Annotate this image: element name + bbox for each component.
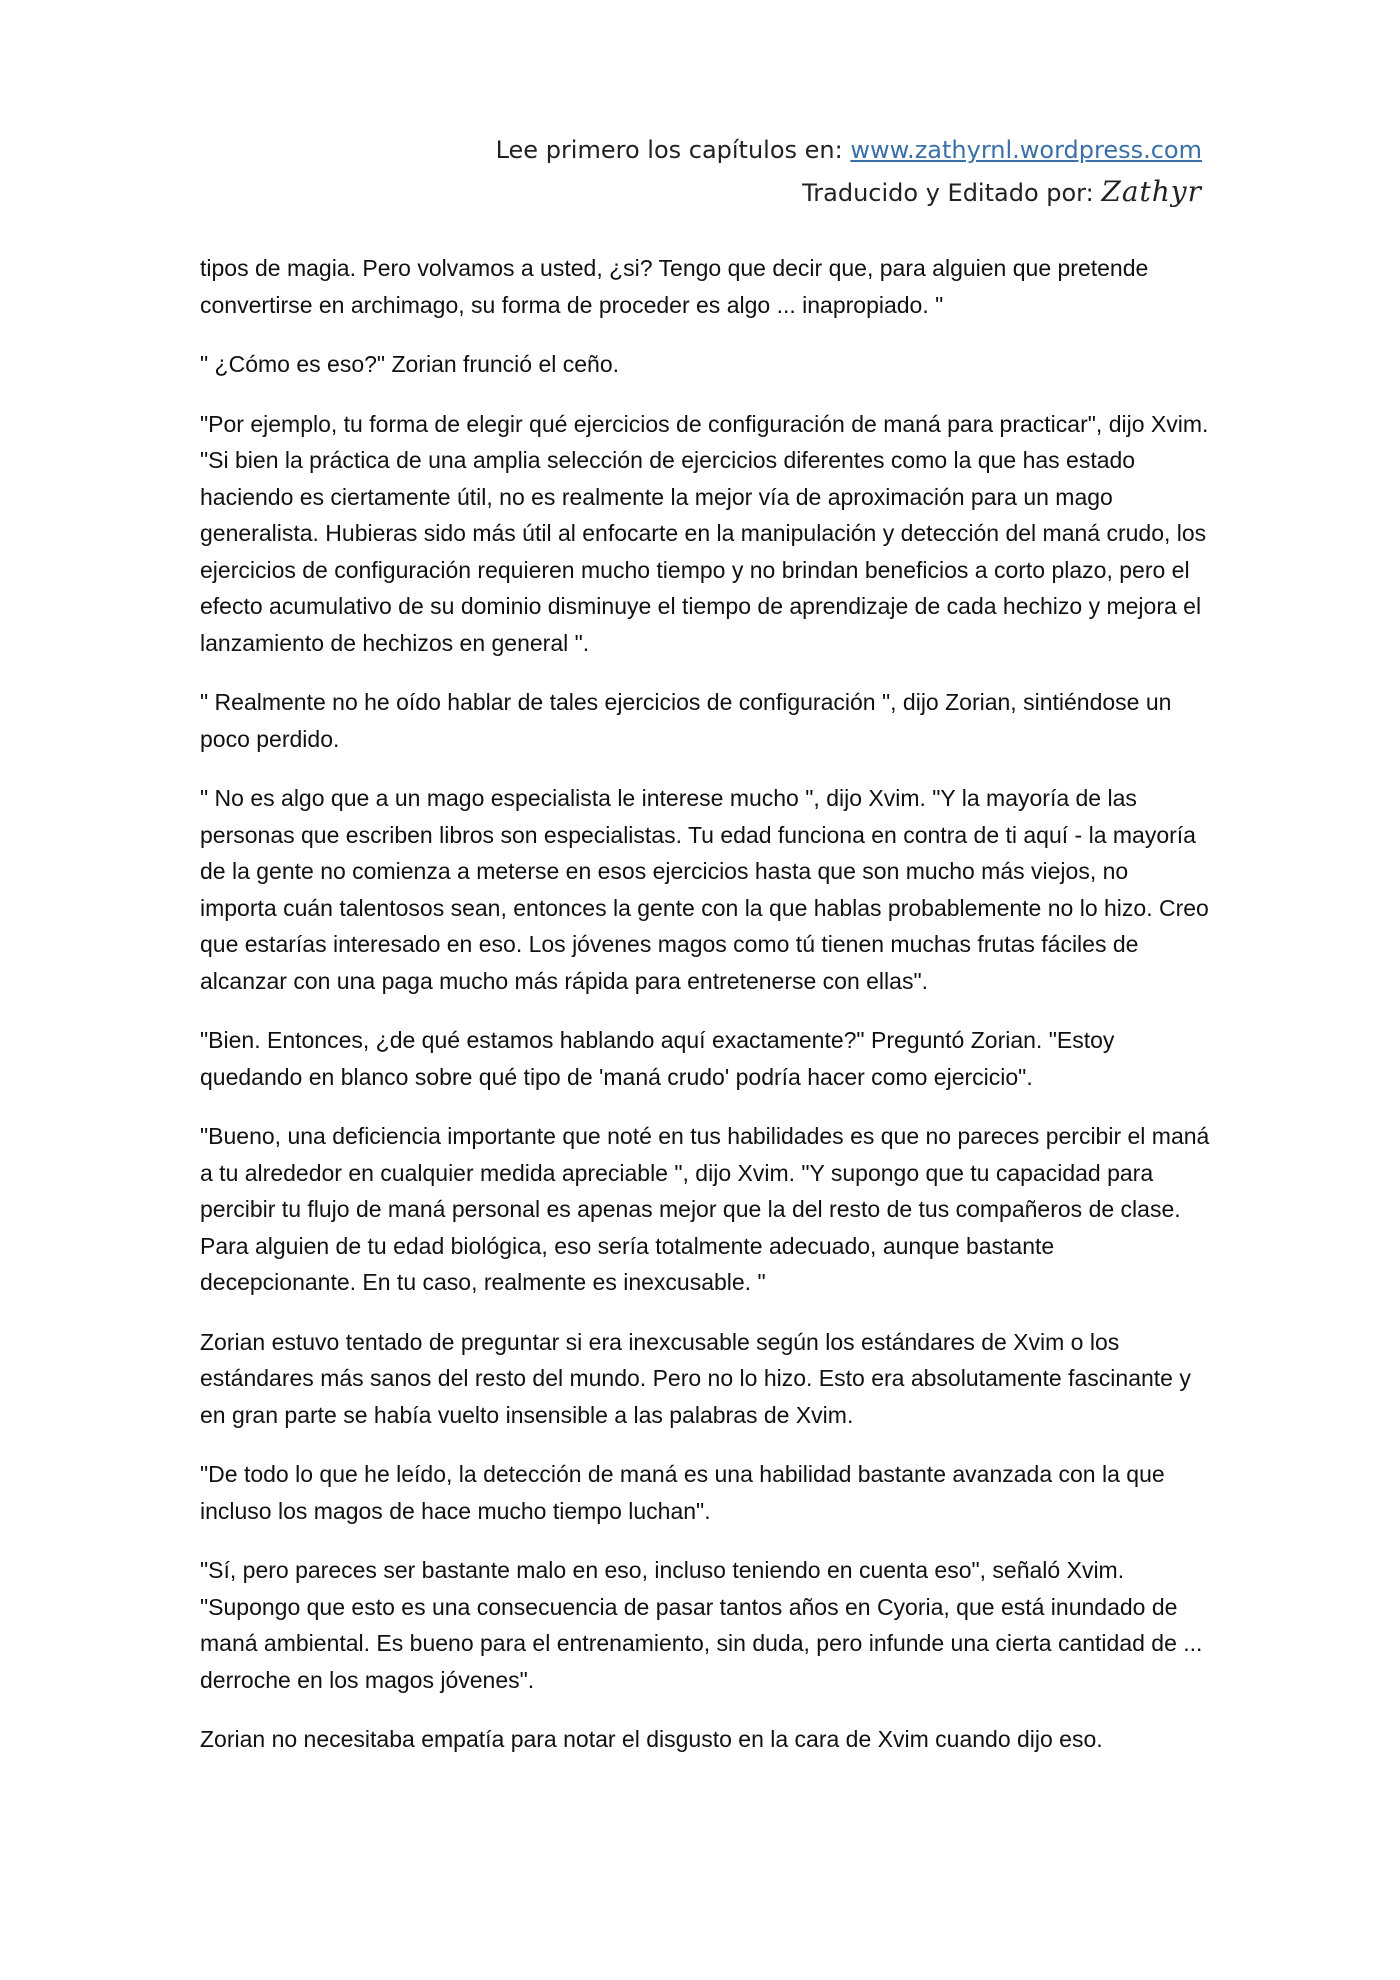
paragraph: " Realmente no he oído hablar de tales ejercicios de configuración ", dijo Zorian, sintiéndose un poco perdido. [200,689,1172,752]
paragraph: "Sí, pero pareces ser bastante malo en eso, incluso teniendo en cuenta eso", señaló Xvim. "Supongo que esto es una consecuencia de pasar tantos años en Cyoria, que está inundado de maná ambiental. Es bueno para el entrenamiento, sin duda, pero infunde una cierta cantidad de ... derroche en los magos jóvenes". [200,1557,1203,1693]
paragraph: tipos de magia. Pero volvamos a usted, ¿si? Tengo que decir que, para alguien que pretende convertirse en archimago, su forma de proceder es algo ... inapropiado. " [200,255,1149,318]
paragraph: Zorian estuvo tentado de preguntar si era inexcusable según los estándares de Xvim o los estándares más sanos del resto del mundo. Pero no lo hizo. Esto era absolutamente fascinante y en gran parte se había vuelto insensible a las palabras de Xvim. [200,1328,1191,1428]
paragraph: "De todo lo que he leído, la detección de maná es una habilidad bastante avanzada con la que incluso los magos de hace mucho tiempo luchan". [200,1461,1165,1524]
paragraph: " ¿Cómo es eso?" Zorian frunció el ceño. [200,351,620,377]
translated-label: Traducido y Editado por: [802,179,1094,207]
paragraph: "Bueno, una deficiencia importante que noté en tus habilidades es que no pareces percibir el maná a tu alrededor en cualquier medida apreciable ", dijo Xvim. "Y supongo que tu capacidad para percibir tu flujo de maná personal es apenas mejor que la del resto de tus compañeros de clase. Para alguien de tu edad biológica, eso sería totalmente adecuado, aunque bastante decepcionante. En tu caso, realmente es inexcusable. " [200,1123,1210,1295]
paragraph: "Por ejemplo, tu forma de elegir qué ejercicios de configuración de maná para practicar", dijo Xvim. "Si bien la práctica de una amplia selección de ejercicios diferentes como la que has estado haciendo es ciertamente útil, no es realmente la mejor vía de aproximación para un mago generalista. Hubieras sido más útil al enfocarte en la manipulación y detección del maná crudo, los ejercicios de configuración requieren mucho tiempo y no brindan beneficios a corto plazo, pero el efecto acumulativo de su dominio disminuye el tiempo de aprendizaje de cada hechizo y mejora el lanzamiento de hechizos en general ". [200,410,1209,656]
paragraph: " No es algo que a un mago especialista le interese mucho ", dijo Xvim. "Y la mayoría de las personas que escriben libros son especialistas. Tu edad funciona en contra de ti aquí - la mayoría de la gente no comienza a meterse en esos ejercicios hasta que son mucho más viejos, no importa cuán talentosos sean, entonces la gente con la que hablas probablemente no lo hizo. Creo que estarías interesado en eso. Los jóvenes magos como tú tienen muchas frutas fáciles de alcanzar con una paga mucho más rápida para entretenerse con ellas". [200,785,1209,994]
read-first-label: Lee primero los capítulos en: [495,136,843,164]
read-first-line [496,132,1202,168]
translator-signature: Zathyr [1101,175,1202,208]
page-header [496,132,1202,211]
translator-line [496,174,1202,211]
paragraph: "Bien. Entonces, ¿de qué estamos hablando aquí exactamente?" Preguntó Zorian. "Estoy quedando en blanco sobre qué tipo de 'maná crudo' podría hacer como ejercicio". [200,1027,1115,1090]
chapter-text [200,250,1210,1781]
blog-link[interactable]: www.zathyrnl.wordpress.com [850,136,1202,164]
paragraph: Zorian no necesitaba empatía para notar el disgusto en la cara de Xvim cuando dijo eso. [200,1726,1103,1752]
